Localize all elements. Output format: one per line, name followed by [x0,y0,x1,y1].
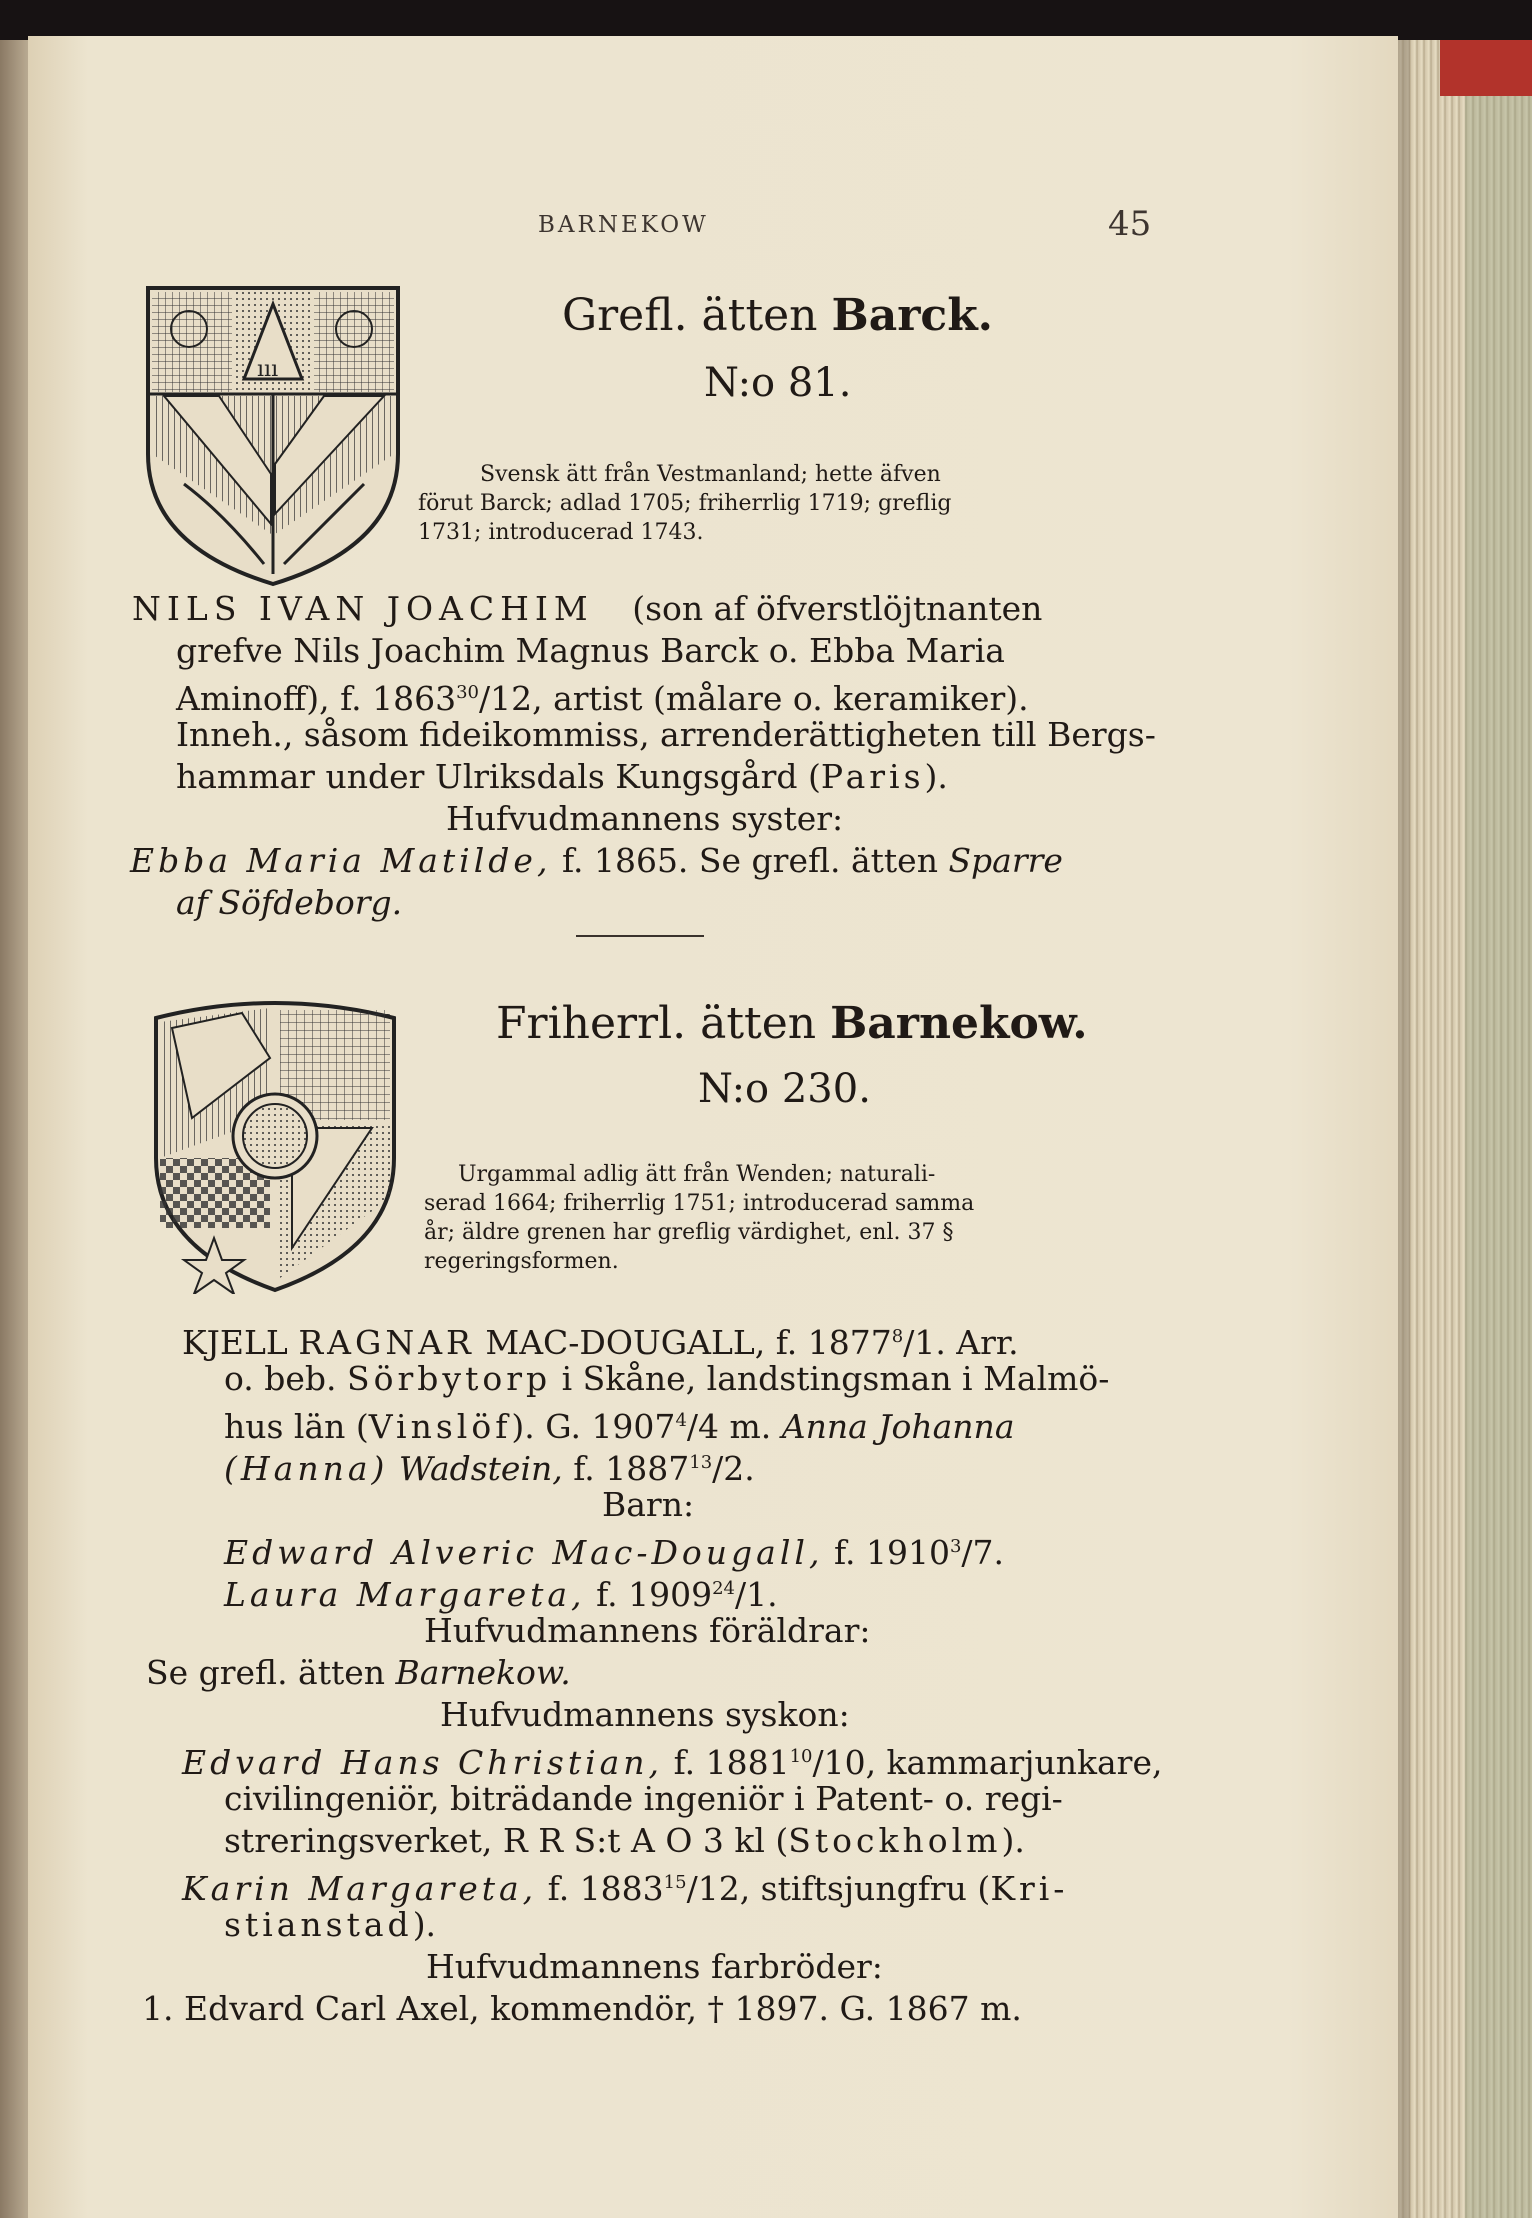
entry-description-line: Svensk ätt från Vestmanland; hette äfven [480,462,941,487]
body-line: af Söfdeborg. [176,883,403,922]
coat-of-arms-barnekow [152,998,398,1294]
body-line: KJELL RAGNAR MAC-DOUGALL, f. 1877$^8$/1. Arr. [182,1323,1019,1362]
family-name: Barnekow. [830,998,1088,1049]
body-line: grefve Nils Joachim Magnus Barck o. Ebba Maria [176,631,1005,670]
body-line: hammar under Ulriksdals Kungsgård (Paris). [176,757,948,796]
section-heading: Hufvudmannens syskon: [440,1695,850,1734]
entry-description-line: Urgammal adlig ätt från Wenden; naturali- [458,1162,936,1187]
page-edge-shadow [1398,40,1410,2218]
body-line: o. beb. Sörbytorp i Skåne, landstingsman i Malmö- [224,1359,1110,1398]
body-line: Karin Margareta, f. 1883$^{15}$/12, stiftsjungfru (Kri- [182,1869,1069,1908]
body-line: civilingeniör, biträdande ingeniör i Patent- o. regi- [224,1779,1063,1818]
body-line: Inneh., såsom fideikommiss, arrenderättigheten till Bergs- [176,715,1156,754]
entry-description-line: serad 1664; friherrlig 1751; introducerad samma [424,1191,975,1216]
body-line: 1. Edvard Carl Axel, kommendör, † 1897. G. 1867 m. [142,1989,1022,2028]
entry-number: N:o 81. [704,360,852,406]
body-line: NILS IVAN JOACHIM (son af öfverstlöjtnanten [132,589,1043,628]
entry-description-line: 1731; introducerad 1743. [418,520,704,545]
red-cover-band [1440,40,1532,96]
entry-description-line: år; äldre grenen har greflig värdighet, enl. 37 § [424,1220,954,1245]
page-number: 45 [1108,204,1152,244]
section-heading: Barn: [602,1485,695,1524]
entry-description-line: regeringsformen. [424,1249,619,1274]
body-line: Aminoff), f. 1863$^{30}$/12, artist (målare o. keramiker). [176,679,1029,718]
body-line: streringsverket, R R S:t A O 3 kl (Stockholm). [224,1821,1025,1860]
entry-title [496,998,1088,1049]
section-heading: Hufvudmannens föräldrar: [424,1611,871,1650]
divider-rule [576,935,704,937]
family-name: Barck. [831,290,993,341]
body-line: stianstad). [224,1905,437,1944]
body-line: hus län (Vinslöf). G. 1907$^4$/4 m. Anna Johanna [224,1407,1015,1446]
svg-text:ııı: ııı [257,357,279,382]
coat-of-arms-barck [144,284,402,590]
entry-title [562,290,993,341]
body-line: Se grefl. ätten Barnekow. [146,1653,571,1692]
section-heading: Hufvudmannens farbröder: [426,1947,883,1986]
running-head: BARNEKOW [538,212,709,238]
section-heading: Hufvudmannens syster: [446,799,844,838]
body-line: Edward Alveric Mac-Dougall, f. 1910$^3$/7. [224,1533,1005,1572]
page-edge-tint [1465,96,1532,2218]
body-line: Edvard Hans Christian, f. 1881$^{10}$/10, kammarjunkare, [182,1743,1163,1782]
title-prefix: Grefl. ätten [562,290,818,341]
entry-description-line: förut Barck; adlad 1705; friherrlig 1719; greflig [418,491,952,516]
entry-number: N:o 230. [698,1066,871,1112]
title-prefix: Friherrl. ätten [496,998,817,1049]
body-line: (Hanna) Wadstein, f. 1887$^{13}$/2. [224,1449,755,1488]
body-line: Ebba Maria Matilde, f. 1865. Se grefl. ätten Sparre [130,841,1063,880]
body-line: Laura Margareta, f. 1909$^{24}$/1. [224,1575,778,1614]
